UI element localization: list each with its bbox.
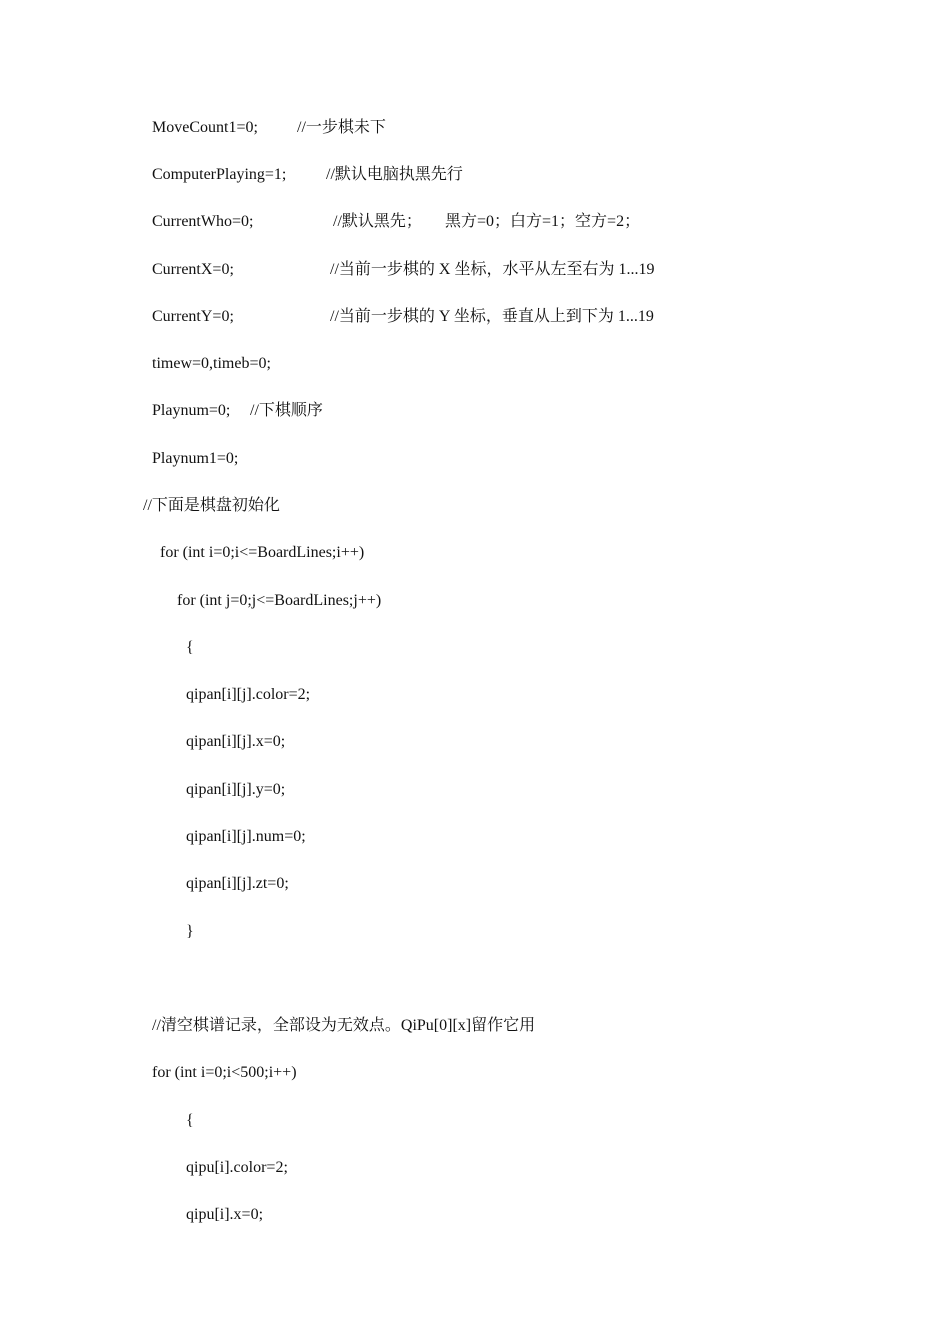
comment-text: //下面是棋盘初始化: [143, 497, 280, 514]
code-text: {: [186, 1112, 194, 1129]
code-text: CurrentWho=0;: [152, 213, 254, 230]
code-text: for (int j=0;j<=BoardLines;j++): [177, 592, 382, 609]
code-text: qipan[i][j].x=0;: [186, 733, 286, 750]
comment-text: //默认黑先；: [333, 213, 422, 230]
comment-text: //下棋顺序: [250, 402, 323, 419]
code-text: CurrentY=0;: [152, 308, 234, 325]
code-text: Playnum=0;: [152, 402, 231, 419]
comment-text: //当前一步棋的 Y 坐标，垂直从上到下为 1...19: [330, 308, 654, 325]
code-text: for (int i=0;i<=BoardLines;i++): [160, 544, 365, 561]
code-text: CurrentX=0;: [152, 261, 234, 278]
comment-text: //当前一步棋的 X 坐标，水平从左至右为 1...19: [330, 261, 655, 278]
code-line: [152, 1063, 297, 1123]
code-text: qipan[i][j].num=0;: [186, 828, 306, 845]
code-text: Playnum1=0;: [152, 450, 239, 467]
code-line: [186, 1205, 264, 1265]
code-line: [186, 922, 202, 982]
code-text: qipan[i][j].y=0;: [186, 781, 286, 798]
code-text: for (int i=0;i<500;i++): [152, 1064, 297, 1081]
code-text: qipan[i][j].zt=0;: [186, 875, 289, 892]
comment-text: //默认电脑执黑先行: [326, 166, 463, 183]
code-text: ComputerPlaying=1;: [152, 166, 287, 183]
code-text: {: [186, 639, 194, 656]
code-text: qipan[i][j].color=2;: [186, 686, 311, 703]
code-text: }: [186, 923, 194, 940]
code-text: MoveCount1=0;: [152, 119, 258, 136]
code-text: timew=0,timeb=0;: [152, 355, 271, 372]
comment-text: //清空棋谱记录，全部设为无效点。QiPu[0][x]留作它用: [152, 1017, 536, 1034]
code-text: qipu[i].color=2;: [186, 1159, 288, 1176]
comment-text: //一步棋未下: [297, 119, 386, 136]
comment-line: [143, 496, 280, 556]
comment-extra-text: 黑方=0；白方=1；空方=2；: [445, 213, 641, 230]
code-text: qipu[i].x=0;: [186, 1206, 264, 1223]
